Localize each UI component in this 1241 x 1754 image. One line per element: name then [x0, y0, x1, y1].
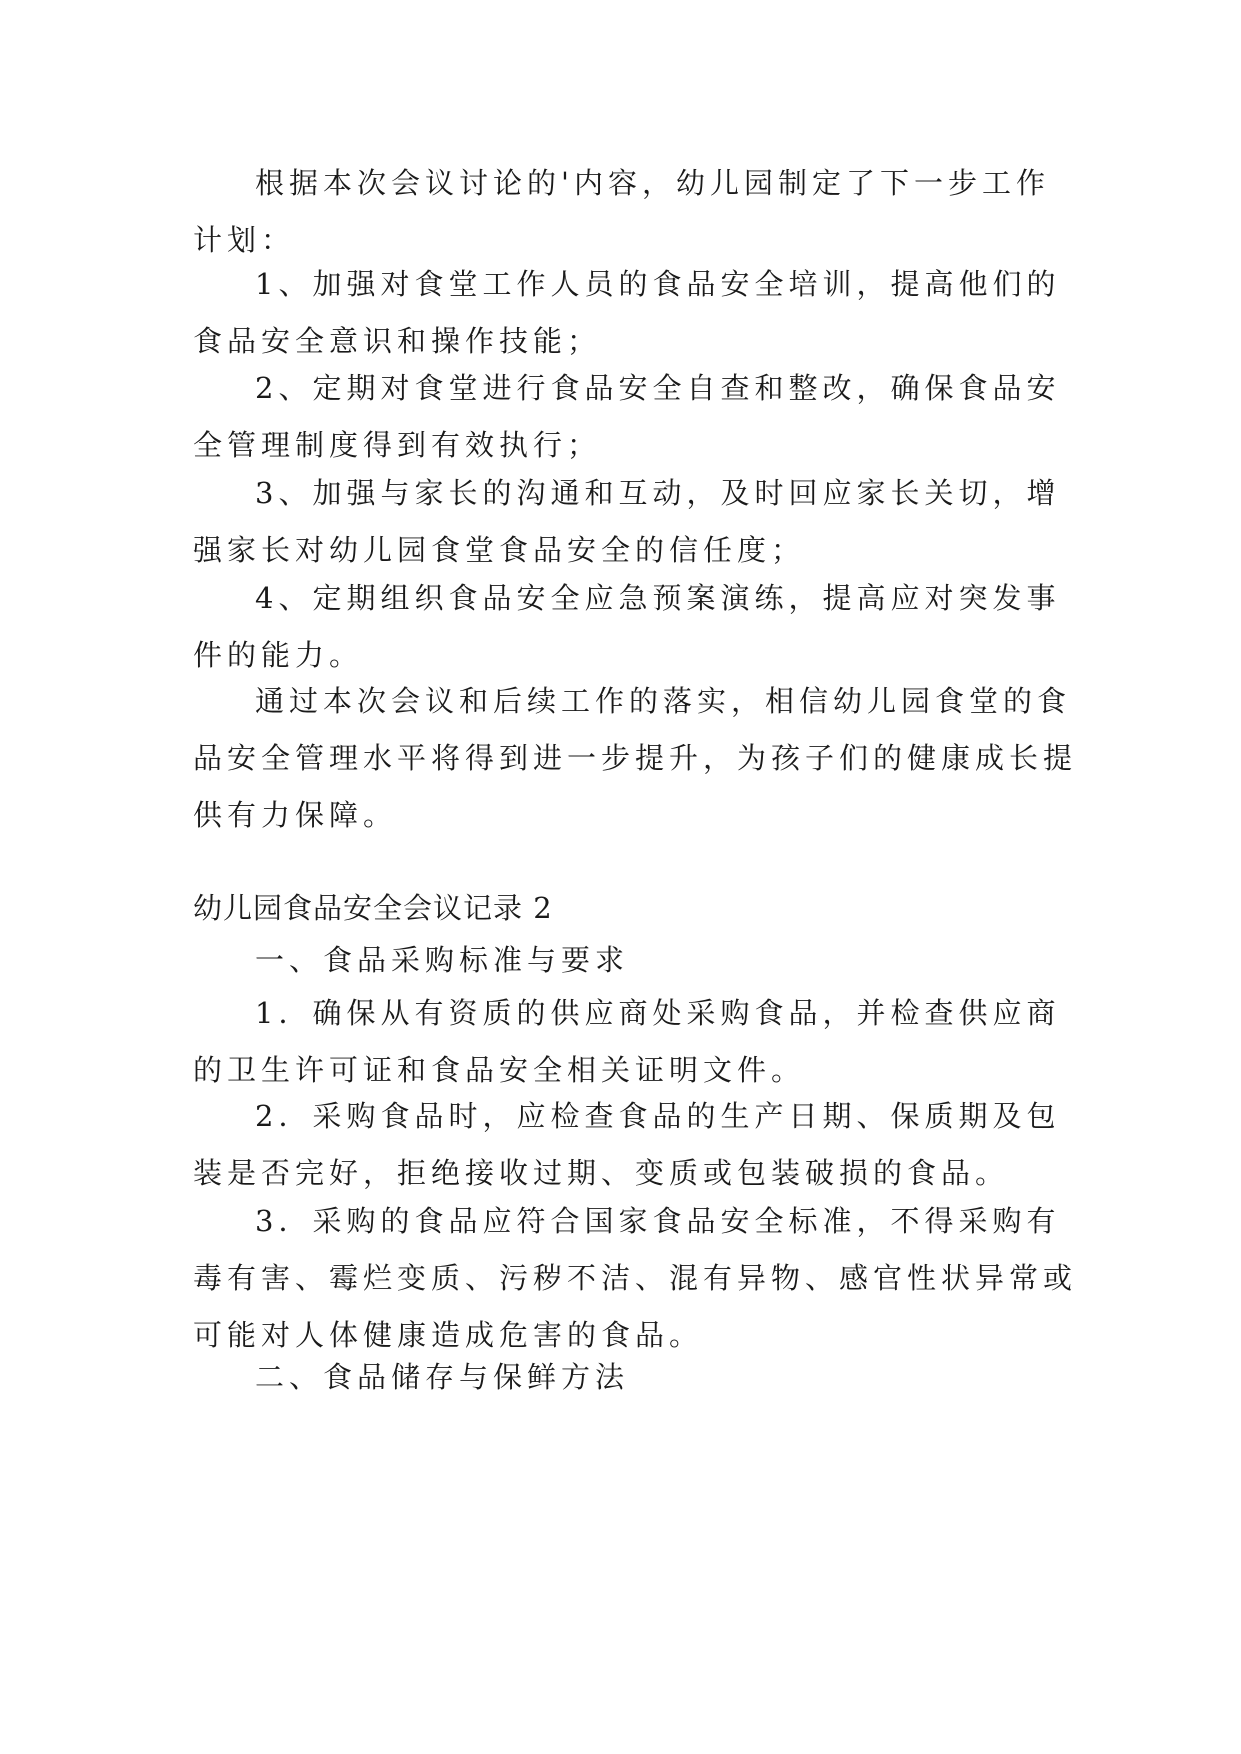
heading-text: 一、食品采购标准与要求 — [255, 943, 630, 977]
text-line: 装是否完好，拒绝接收过期、变质或包装破损的食品。 — [193, 1156, 1010, 1190]
text-line: 1、加强对食堂工作人员的食品安全培训，提高他们的 — [255, 267, 1061, 301]
heading-text: 二、食品储存与保鲜方法 — [255, 1360, 630, 1394]
paragraph-conclusion — [193, 673, 1078, 844]
text-line: 件的能力。 — [193, 638, 364, 672]
text-line: 食品安全意识和操作技能； — [193, 324, 602, 358]
text-line: 根据本次会议讨论的'内容，幼儿园制定了下一步工作 — [255, 166, 1050, 200]
procurement-point-3 — [193, 1193, 1078, 1364]
plan-item-1 — [193, 256, 1061, 370]
paragraph-plan-intro — [193, 155, 1053, 269]
text-line: 供有力保障。 — [193, 798, 398, 832]
text-line: 2．采购食品时，应检查食品的生产日期、保质期及包 — [255, 1099, 1061, 1133]
procurement-point-2 — [193, 1088, 1061, 1202]
document-title — [193, 880, 1053, 937]
text-line: 全管理制度得到有效执行； — [193, 428, 602, 462]
text-line: 品安全管理水平将得到进一步提升，为孩子们的健康成长提 — [193, 741, 1078, 775]
text-line: 1．确保从有资质的供应商处采购食品，并检查供应商 — [255, 996, 1061, 1030]
text-line: 3．采购的食品应符合国家食品安全标准，不得采购有 — [255, 1204, 1061, 1238]
text-line: 4、定期组织食品安全应急预案演练，提高应对突发事 — [255, 581, 1061, 615]
text-line: 3、加强与家长的沟通和互动，及时回应家长关切，增 — [255, 476, 1061, 510]
plan-item-2 — [193, 360, 1061, 474]
text-line: 可能对人体健康造成危害的食品。 — [193, 1318, 704, 1352]
text-line: 计划： — [193, 223, 296, 257]
plan-item-4 — [193, 570, 1061, 684]
title-text: 幼儿园食品安全会议记录 2 — [193, 891, 553, 925]
text-line: 强家长对幼儿园食堂食品安全的信任度； — [193, 533, 806, 567]
text-line: 2、定期对食堂进行食品安全自查和整改，确保食品安 — [255, 371, 1061, 405]
plan-item-3 — [193, 465, 1061, 579]
procurement-point-1 — [193, 985, 1061, 1099]
text-line: 毒有害、霉烂变质、污秽不洁、混有异物、感官性状异常或 — [193, 1261, 1078, 1295]
text-line: 的卫生许可证和食品安全相关证明文件。 — [193, 1053, 806, 1087]
text-line: 通过本次会议和后续工作的落实，相信幼儿园食堂的食 — [255, 684, 1072, 718]
section-heading-storage — [193, 1349, 1053, 1406]
section-heading-procurement — [193, 932, 1053, 989]
